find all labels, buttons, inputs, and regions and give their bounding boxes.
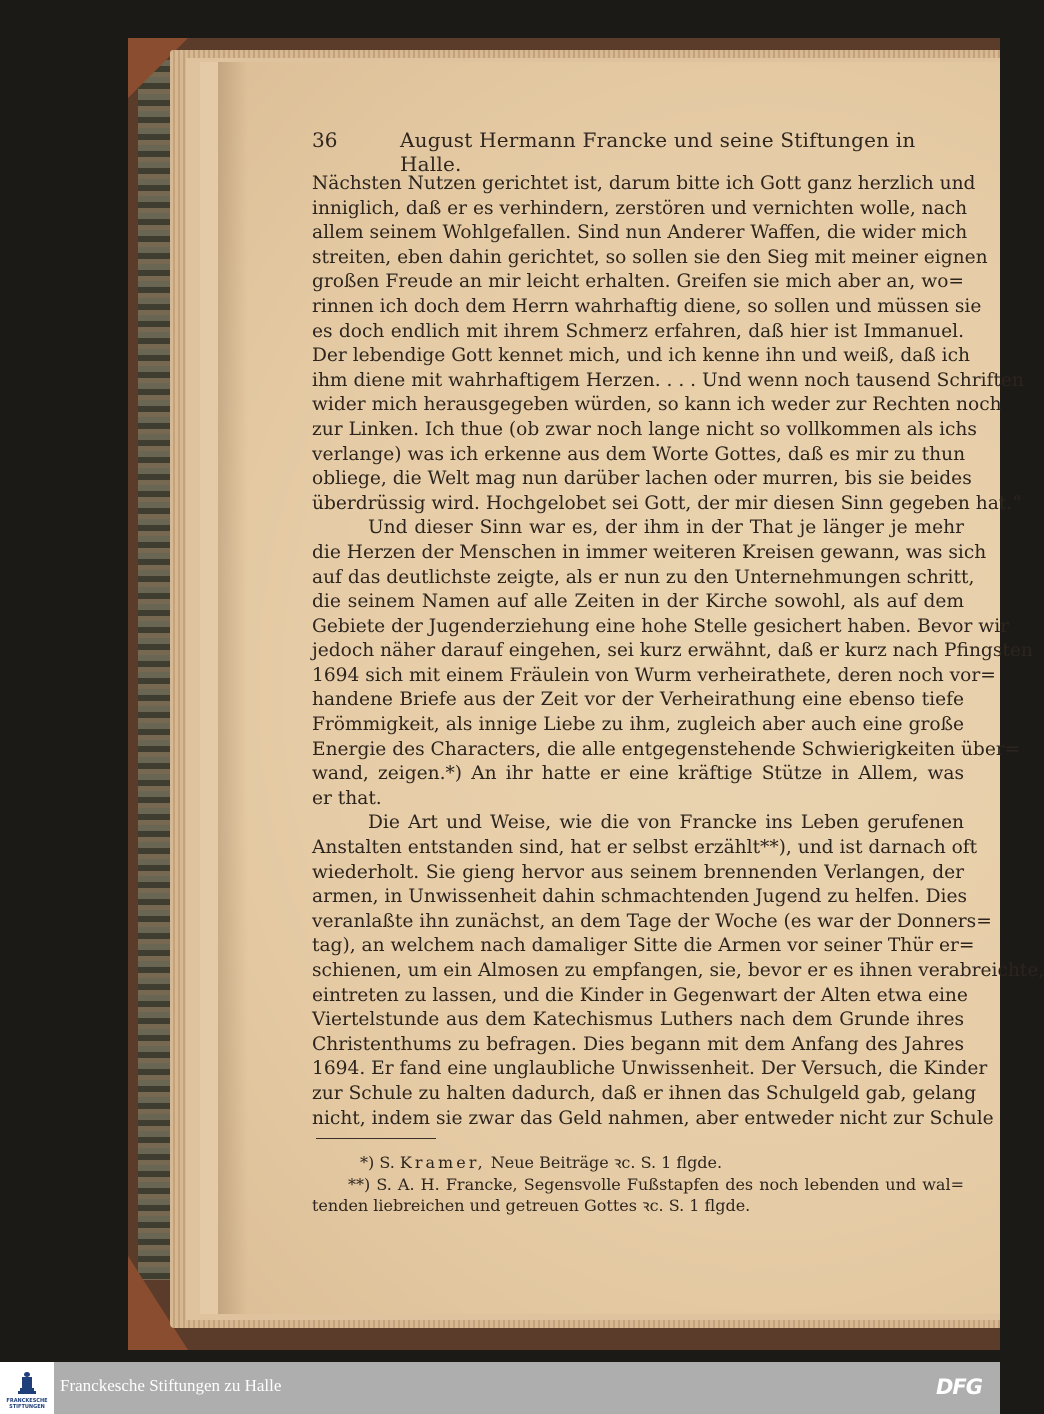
text-line: Anstalten entstanden sind, hat er selbst erzählt**), und ist darnach oft — [312, 837, 978, 859]
text-line: wider mich herausgegeben würden, so kann ich weder zur Rechten noch — [312, 394, 1002, 416]
text-line: 1694 sich mit einem Fräulein von Wurm verheirathete, deren noch vor= — [312, 664, 996, 686]
text-line: auf das deutlichste zeigte, als er nun zu den Unternehmungen schritt, — [312, 566, 975, 588]
text-line: obliege, die Welt mag nun darüber lachen oder murren, bis sie beides — [312, 468, 972, 490]
text-line: armen, in Unwissenheit dahin schmachtenden Jugend zu helfen. Dies — [312, 886, 968, 908]
text-line: streiten, eben dahin gerichtet, so sollen sie den Sieg mit meiner eignen — [312, 246, 988, 268]
text-line: Energie des Characters, die alle entgegenstehende Schwierigkeiten über= — [312, 738, 1021, 760]
footnote-1 — [312, 1152, 964, 1174]
text-line: schienen, um ein Almosen zu empfangen, sie, bevor er es ihnen verabreichte, — [312, 960, 1044, 981]
text-line: überdrüssig wird. Hochgelobet sei Gott, der mir diesen Sinn gegeben hat.“ — [312, 492, 1022, 514]
institution-name[interactable]: Franckesche Stiftungen zu Halle — [60, 1376, 282, 1395]
text-line: jedoch näher darauf eingehen, sei kurz erwähnt, daß er kurz nach Pfingsten — [312, 640, 1033, 662]
logo-wordmark-line: FRANCKESCHE — [6, 1398, 48, 1404]
footnote-2: **) S. A. H. Francke, Segensvolle Fußstapfen des noch lebenden und wal= — [348, 1174, 964, 1194]
text-line: Der lebendige Gott kennet mich, und ich kenne ihn und weiß, daß ich — [312, 345, 970, 367]
book-spine — [138, 60, 170, 1280]
footnote-1-text: Neue Beiträge ꝛc. S. 1 flgde. — [490, 1153, 723, 1172]
footnote-divider — [316, 1138, 436, 1139]
footnote-2-continuation: tenden liebreichen und getreuen Gottes ꝛc. S. 1 flgde. — [312, 1196, 751, 1215]
text-line: Christenthums zu befragen. Dies begann mit dem Anfang des Jahres — [312, 1033, 964, 1055]
text-line: verlange) was ich erkenne aus dem Worte Gottes, daß es mir zu thun — [312, 443, 966, 465]
text-line: veranlaßte ihn zunächst, an dem Tage der Woche (es war der Donners= — [312, 910, 992, 932]
paragraph-end-line: er that. — [312, 787, 382, 809]
text-line: Frömmigkeit, als innige Liebe zu ihm, zugleich aber auch eine große — [312, 714, 964, 736]
text-line: ihm diene mit wahrhaftigem Herzen. . . . Und wenn noch tausend Schriften — [312, 369, 1024, 391]
paragraph-start-line: Und dieser Sinn war es, der ihm in der That je länger je mehr — [368, 517, 964, 539]
text-line: eintreten zu lassen, und die Kinder in Gegenwart der Alten etwa eine — [312, 984, 968, 1006]
footnote-1-prefix: *) S. — [360, 1153, 395, 1172]
paragraph-start-line: Die Art und Weise, wie die von Francke ins Leben gerufenen — [368, 812, 964, 834]
running-title: August Hermann Francke und seine Stiftungen in Halle. — [400, 128, 916, 176]
text-line: es doch endlich mit ihrem Schmerz erfahren, daß hier ist Immanuel. — [312, 320, 964, 342]
text-line: die seinem Namen auf alle Zeiten in der Kirche sowohl, als auf dem — [312, 591, 964, 613]
text-line: wiederholt. Sie gieng hervor aus seinem brennenden Verlangen, der — [312, 861, 964, 883]
text-line: 1694. Er fand eine unglaubliche Unwissenheit. Der Versuch, die Kinder — [312, 1058, 988, 1080]
page-number: 36 — [312, 128, 338, 152]
footnote-1-author: Kramer, — [399, 1153, 486, 1172]
text-line: die Herzen der Menschen in immer weiteren Kreisen gewann, was sich — [312, 541, 987, 563]
logo-wordmark-line: STIFTUNGEN — [9, 1404, 45, 1410]
institution-logo[interactable] — [0, 1362, 54, 1414]
running-head — [312, 126, 967, 176]
text-line: großen Freude an mir leicht erhalten. Greifen sie mich aber an, wo= — [312, 271, 964, 293]
logo-wordmark — [6, 1398, 47, 1410]
text-line: tag), an welchem nach damaliger Sitte die Armen vor seiner Thür er= — [312, 935, 975, 957]
text-line: rinnen ich doch dem Herrn wahrhaftig diene, so sollen und müssen sie — [312, 295, 982, 317]
text-line: allem seinem Wohlgefallen. Sind nun Anderer Waffen, die wider mich — [312, 222, 968, 244]
text-line: wand, zeigen.*) An ihr hatte er eine kräftige Stütze in Allem, was — [312, 763, 964, 785]
text-line: zur Linken. Ich thue (ob zwar noch lange nicht so vollkommen als ichs — [312, 418, 977, 440]
text-line: nicht, indem sie zwar das Geld nahmen, aber entweder nicht zur Schule — [312, 1107, 994, 1129]
body-text — [312, 172, 1044, 1131]
francke-statue-icon — [17, 1371, 37, 1395]
text-line: Gebiete der Jugenderziehung eine hohe Stelle gesichert haben. Bevor wir — [312, 615, 1010, 637]
viewer-footer-bar — [0, 1362, 1000, 1414]
footnotes — [312, 1152, 964, 1217]
text-line: Viertelstunde aus dem Katechismus Luthers nach dem Grunde ihres — [312, 1009, 964, 1031]
text-line: zur Schule zu halten dadurch, daß er ihnen das Schulgeld gab, gelang — [312, 1082, 977, 1104]
text-line: Nächsten Nutzen gerichtet ist, darum bitte ich Gott ganz herzlich und — [312, 173, 976, 194]
text-line: handene Briefe aus der Zeit vor der Verheirathung eine ebenso tiefe — [312, 689, 964, 711]
text-line: inniglich, daß er es verhindern, zerstören und vernichten wolle, nach — [312, 197, 968, 219]
dfg-logo[interactable]: DFG — [936, 1375, 983, 1399]
gutter-shadow — [218, 62, 248, 1314]
